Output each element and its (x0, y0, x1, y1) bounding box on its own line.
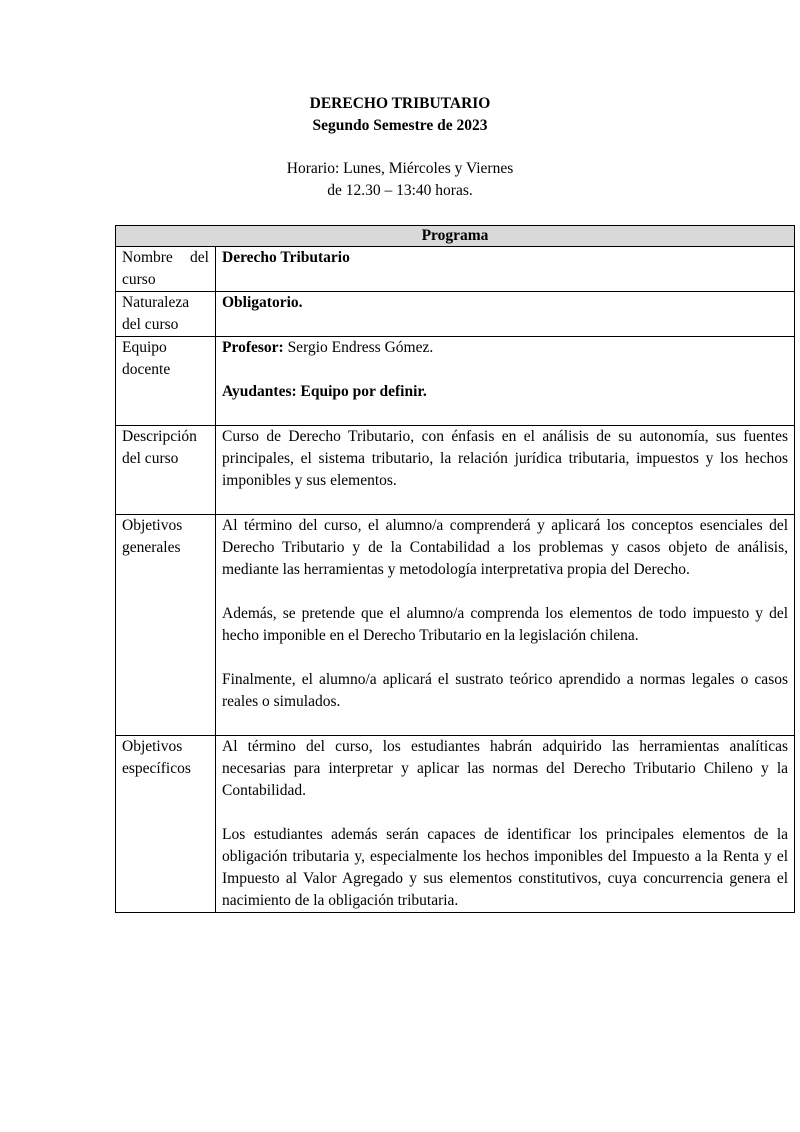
table-row (116, 736, 795, 913)
description-label: Descripción del curso (116, 426, 216, 515)
general-objective-paragraph: Finalmente, el alumno/a aplicará el sustrato teórico aprendido a normas legales o casos reales o simulados. (222, 671, 789, 710)
team-label: Equipo docente (116, 337, 216, 426)
table-row (116, 247, 795, 292)
general-objectives-value (216, 515, 795, 736)
schedule-hours: de 12.30 – 13:40 horas. (327, 182, 473, 199)
table-row (116, 337, 795, 426)
course-nature-value: Obligatorio. (216, 292, 795, 337)
general-objective-paragraph: Al término del curso, el alumno/a comprenderá y aplicará los conceptos esenciales del Derecho Tributario y de la Contabilidad a los problemas y casos objeto de análisis, mediante las herramientas y metodología interpretativa propia del Derecho. (222, 517, 789, 578)
program-heading: Programa (116, 226, 795, 247)
assistants-line: Ayudantes: Equipo por definir. (222, 383, 427, 400)
document-title: DERECHO TRIBUTARIO (309, 95, 491, 112)
program-header-row (116, 226, 795, 247)
specific-objectives-value (216, 736, 795, 913)
professor-label: Profesor: (222, 339, 284, 356)
semester-subtitle: Segundo Semestre de 2023 (312, 117, 488, 134)
specific-objective-paragraph: Al término del curso, los estudiantes habrán adquirido las herramientas analíticas necesarias para interpretar y aplicar las normas del Derecho Tributario Chileno y la Contabilidad. (222, 738, 789, 799)
general-objectives-label: Objetivos generales (116, 515, 216, 736)
table-row (116, 292, 795, 337)
schedule-days: Horario: Lunes, Miércoles y Viernes (286, 160, 514, 177)
professor-line (222, 337, 788, 359)
course-nature-label: Naturaleza del curso (116, 292, 216, 337)
general-objective-paragraph: Además, se pretende que el alumno/a comprenda los elementos de todo impuesto y del hecho imponible en el Derecho Tributario en la legislación chilena. (222, 605, 789, 644)
table-row (116, 426, 795, 515)
specific-objective-paragraph: Los estudiantes además serán capaces de identificar los principales elementos de la obligación tributaria y, especialmente los hechos imponibles del Impuesto a la Renta y el Impuesto al Valor Agregado y sus elementos constitutivos, cuya concurrencia genera el nacimiento de la obligación tributaria. (222, 826, 789, 909)
course-name-label: Nombre del curso (116, 247, 216, 292)
description-text: Curso de Derecho Tributario, con énfasis en el análisis de su autonomía, sus fuentes principales, el sistema tributario, la relación jurídica tributaria, impuestos y los hechos imponibles y sus elementos. (222, 428, 789, 489)
table-row (116, 515, 795, 736)
description-value (216, 426, 795, 515)
program-table (115, 225, 795, 913)
professor-name: Sergio Endress Gómez. (283, 339, 434, 356)
course-name-value: Derecho Tributario (216, 247, 795, 292)
team-value (216, 337, 795, 426)
specific-objectives-label: Objetivos específicos (116, 736, 216, 913)
